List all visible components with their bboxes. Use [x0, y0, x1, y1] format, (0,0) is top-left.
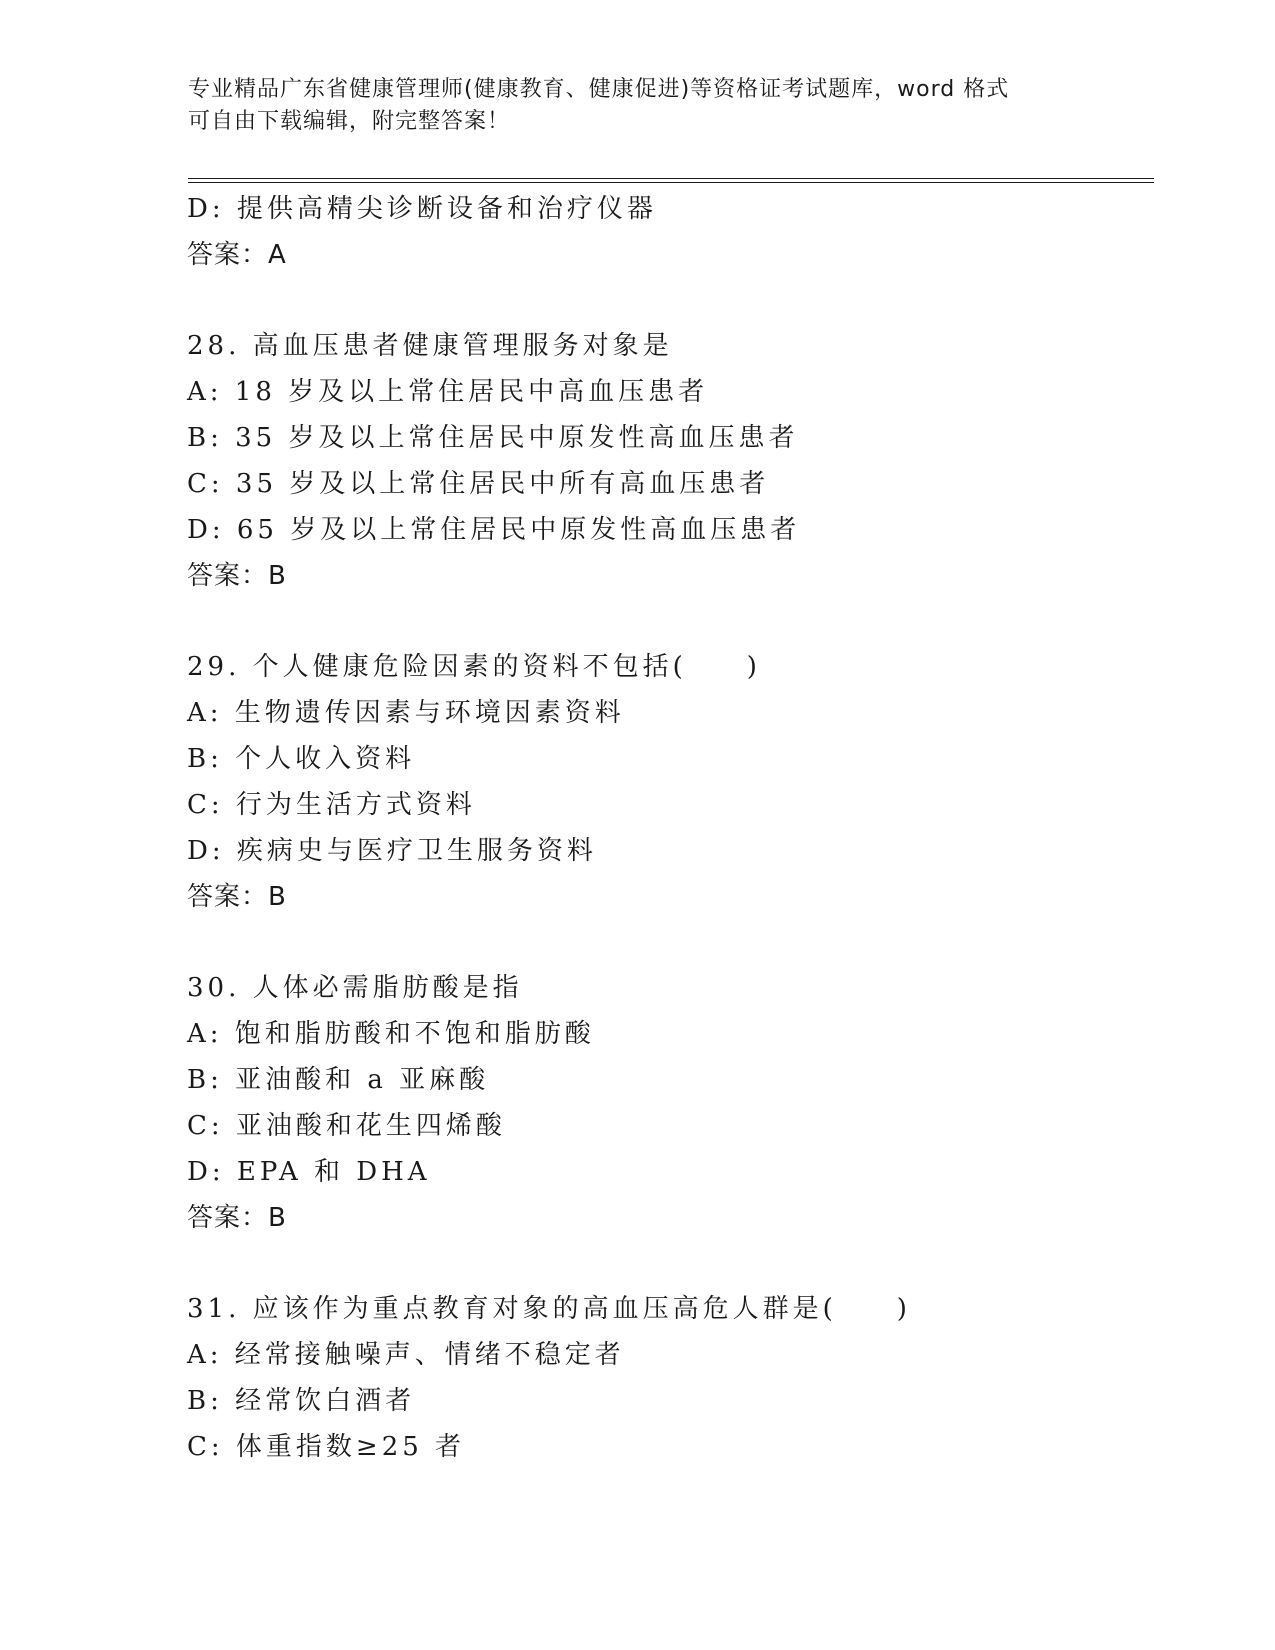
question-29-option-d: D: 疾病史与医疗卫生服务资料 — [187, 836, 597, 866]
question-30-option-c: C: 亚油酸和花生四烯酸 — [187, 1111, 506, 1141]
question-29-option-a: A: 生物遗传因素与环境因素资料 — [187, 698, 625, 728]
question-31-option-b: B: 经常饮白酒者 — [187, 1386, 416, 1416]
question-28-option-b: B: 35 岁及以上常住居民中原发性高血压患者 — [187, 423, 799, 453]
question-28-option-c: C: 35 岁及以上常住居民中所有高血压患者 — [187, 469, 770, 499]
header-line-2: 可自由下载编辑，附完整答案！ — [188, 109, 511, 134]
question-31-stem: 31. 应该作为重点教育对象的高血压高危人群是( ) — [187, 1294, 911, 1324]
question-31-option-c: C: 体重指数≥25 者 — [187, 1432, 466, 1462]
question-30-option-b: B: 亚油酸和 a 亚麻酸 — [187, 1065, 490, 1095]
question-28-option-d: D: 65 岁及以上常住居民中原发性高血压患者 — [187, 515, 801, 545]
question-29-stem: 29. 个人健康危险因素的资料不包括( ) — [187, 652, 761, 682]
header-divider — [188, 178, 1154, 183]
prev-question-option-d: D: 提供高精尖诊断设备和治疗仪器 — [187, 194, 657, 224]
question-31-option-a: A: 经常接触噪声、情绪不稳定者 — [187, 1340, 625, 1370]
question-28-answer: 答案：B — [187, 561, 287, 591]
question-28-option-a: A: 18 岁及以上常住居民中高血压患者 — [187, 377, 709, 407]
question-30-stem: 30. 人体必需脂肪酸是指 — [187, 973, 523, 1003]
prev-question-answer: 答案：A — [187, 240, 287, 270]
question-29-answer: 答案：B — [187, 882, 287, 912]
question-28-stem: 28. 高血压患者健康管理服务对象是 — [187, 331, 673, 361]
question-29-option-b: B: 个人收入资料 — [187, 744, 416, 774]
question-29-option-c: C: 行为生活方式资料 — [187, 790, 476, 820]
question-30-option-a: A: 饱和脂肪酸和不饱和脂肪酸 — [187, 1019, 595, 1049]
page-header — [188, 74, 1068, 138]
question-list — [187, 186, 1147, 1470]
question-30-answer: 答案：B — [187, 1203, 287, 1233]
header-line-1: 专业精品广东省健康管理师(健康教育、健康促进)等资格证考试题库，word 格式 — [188, 77, 1010, 102]
question-30-option-d: D: EPA 和 DHA — [187, 1157, 431, 1187]
